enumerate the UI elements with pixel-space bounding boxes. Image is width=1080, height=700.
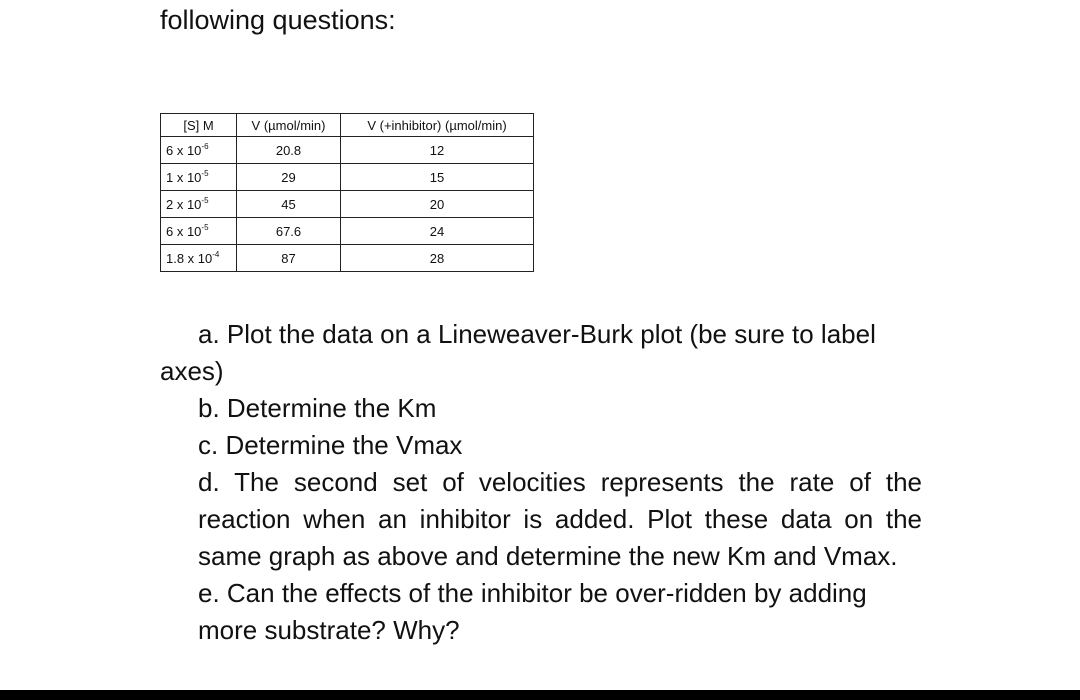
velocity-inhibitor-cell: 24	[341, 218, 534, 245]
velocity-inhibitor-cell: 15	[341, 164, 534, 191]
header-substrate: [S] M	[161, 114, 237, 137]
substrate-cell: 6 x $10^{-6}$	[161, 137, 237, 164]
velocity-inhibitor-cell: 28	[341, 245, 534, 272]
kinetics-data-table	[160, 113, 534, 272]
substrate-cell: 2 x $10^{-5}$	[161, 191, 237, 218]
header-velocity: V (µmol/min)	[237, 114, 341, 137]
velocity-cell: 20.8	[237, 137, 341, 164]
velocity-cell: 87	[237, 245, 341, 272]
substrate-cell: 1.8 x $10^{-4}$	[161, 245, 237, 272]
intro-text: following questions:	[160, 5, 396, 35]
velocity-inhibitor-cell: 20	[341, 191, 534, 218]
table-row	[161, 218, 534, 245]
question-c: c. Determine the Vmax	[198, 430, 463, 460]
question-d: d. The second set of velocities represents the rate of the reaction when an inhibitor is added. Plot these data on the same graph as above and determine the new Km and Vmax.	[198, 467, 922, 571]
table-header-row	[161, 114, 534, 137]
table-row	[161, 245, 534, 272]
question-b: b. Determine the Km	[198, 393, 437, 423]
table-row	[161, 191, 534, 218]
table-row	[161, 164, 534, 191]
table-row	[161, 137, 534, 164]
velocity-cell: 45	[237, 191, 341, 218]
substrate-cell: 6 x $10^{-5}$	[161, 218, 237, 245]
velocity-cell: 67.6	[237, 218, 341, 245]
header-velocity-inhibitor: V (+inhibitor) (µmol/min)	[341, 114, 534, 137]
velocity-cell: 29	[237, 164, 341, 191]
question-list	[160, 316, 922, 649]
question-e: e. Can the effects of the inhibitor be over-ridden by adding more substrate? Why?	[198, 578, 867, 645]
bottom-bar	[0, 690, 1080, 700]
velocity-inhibitor-cell: 12	[341, 137, 534, 164]
question-a: a. Plot the data on a Lineweaver-Burk plot (be sure to label axes)	[160, 319, 876, 386]
substrate-cell: 1 x $10^{-5}$	[161, 164, 237, 191]
